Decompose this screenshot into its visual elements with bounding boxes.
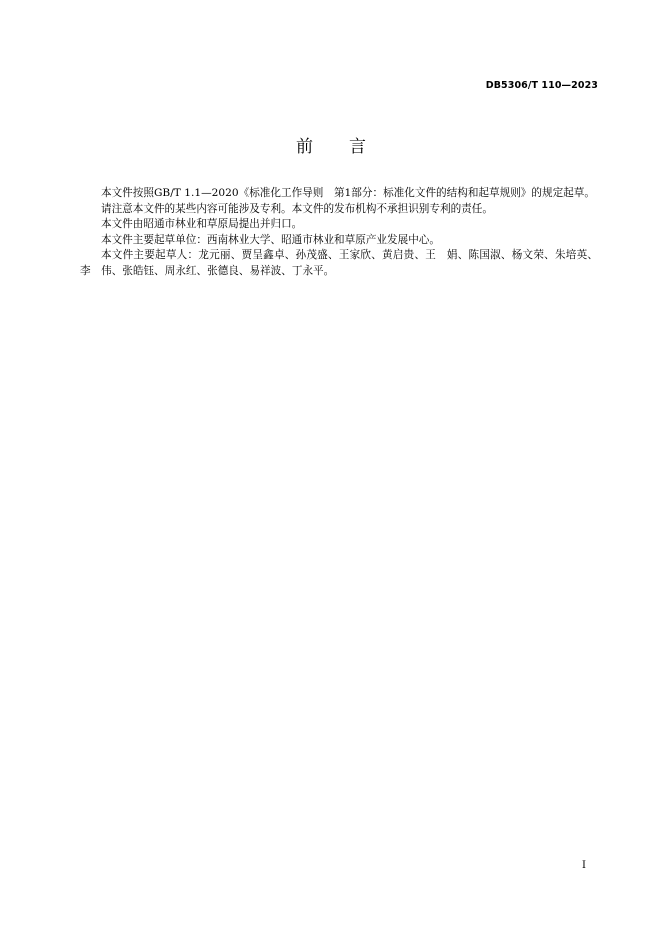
page-number: I (582, 860, 586, 871)
page-title-char-2: 言 (349, 137, 366, 157)
paragraph-drafters: 本文件主要起草人：龙元丽、贾呈鑫卓、孙茂盛、王家欣、黄启贵、王 娟、陈国淑、杨文荣、朱培英、李 伟、张皓钰、周永红、张德良、易祥波、丁永平。 (80, 249, 598, 277)
paragraph-patent-notice: 请注意本文件的某些内容可能涉及专利。本文件的发布机构不承担识别专利的责任。 (101, 202, 493, 215)
document-code: DB5306/T 110—2023 (485, 80, 598, 91)
paragraph-proposer: 本文件由昭通市林业和草原局提出并归口。 (101, 218, 303, 230)
paragraph-drafting-rules: 本文件按照GB/T 1.1—2020《标准化工作导则 第1部分：标准化文件的结构和起草规则》的规定起草。 (101, 187, 595, 199)
foreword-body (80, 186, 598, 279)
paragraph-drafting-units: 本文件主要起草单位：西南林业大学、昭通市林业和草原产业发展中心。 (101, 233, 440, 246)
page-title (0, 132, 662, 157)
page-title-char-1: 前 (296, 137, 313, 157)
